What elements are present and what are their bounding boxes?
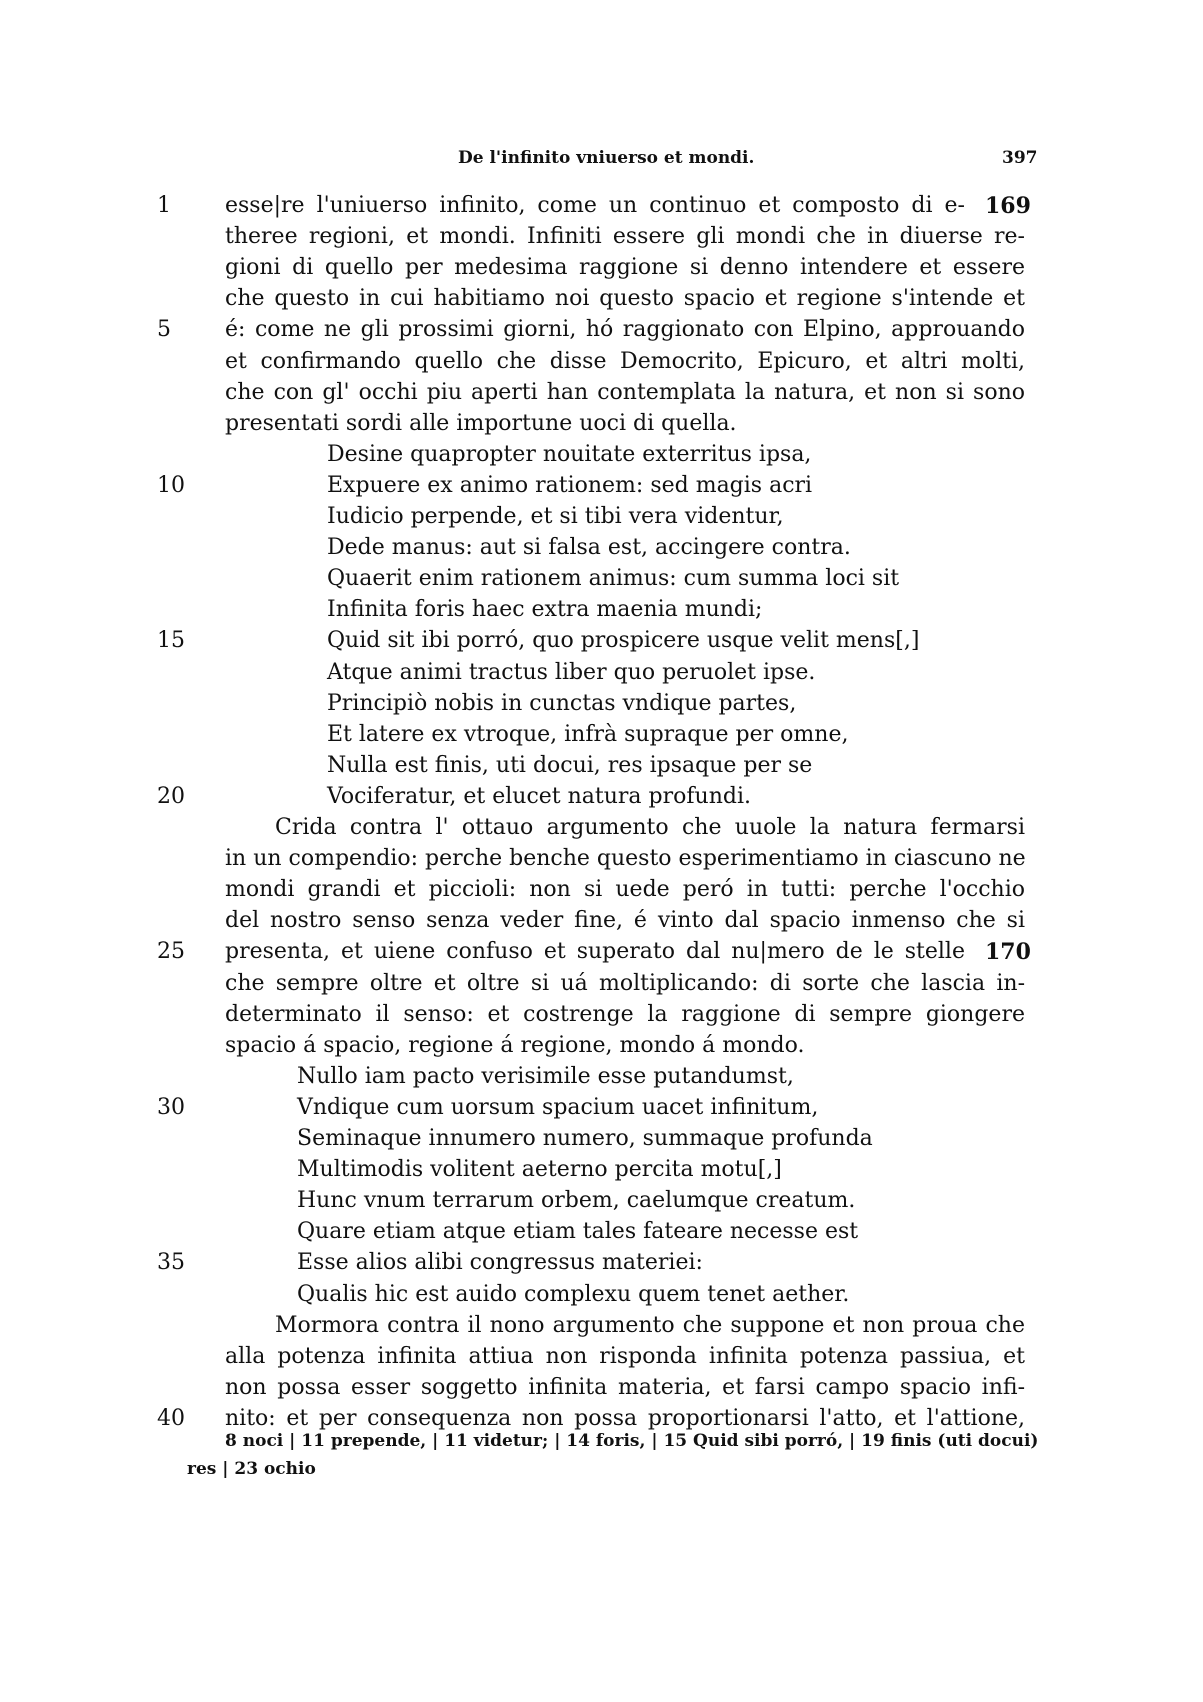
line-text: spacio á spacio, regione á regione, mondo á mondo. — [225, 1033, 805, 1058]
line-text: theree regioni, et mondi. Infiniti essere gli mondi che in diuerse re- — [225, 224, 1025, 249]
text-line — [0, 874, 1203, 906]
line-text: del nostro senso senza veder fine, é vinto dal spacio inmenso che si — [225, 908, 1025, 933]
text-line — [0, 750, 1203, 782]
line-text: Qualis hic est auido complexu quem tenet aether. — [297, 1282, 850, 1307]
line-text: Infinita foris haec extra maenia mundi; — [327, 597, 763, 622]
text-line — [0, 252, 1203, 284]
text-line — [0, 812, 1203, 844]
line-text: Esse alios alibi congressus materiei: — [297, 1250, 703, 1275]
text-line — [0, 563, 1203, 595]
text-line — [0, 1123, 1203, 1155]
text-line — [0, 905, 1203, 937]
line-text: Desine quapropter nouitate exterritus ipsa, — [327, 442, 812, 467]
line-text: Quid sit ibi porró, quo prospicere usque velit mens[,] — [327, 628, 920, 653]
line-text: Atque animi tractus liber quo peruolet ipse. — [327, 660, 816, 685]
line-text: Iudicio perpende, et si tibi vera videntur, — [327, 504, 784, 529]
page-number: 397 — [1002, 148, 1038, 168]
text-line — [0, 283, 1203, 315]
text-line — [0, 625, 1203, 657]
line-text: Nullo iam pacto verisimile esse putandumst, — [297, 1064, 794, 1089]
line-number: 15 — [157, 628, 185, 653]
line-text: presenta, et uiene confuso et superato dal nu|mero de le stelle — [225, 939, 965, 964]
text-line — [0, 1154, 1203, 1186]
text-line — [0, 936, 1203, 968]
line-text: gioni di quello per medesima raggione si denno intendere et essere — [225, 255, 1025, 280]
line-text: Principiò nobis in cunctas vndique partes, — [327, 691, 797, 716]
margin-page-reference: 170 — [985, 939, 1031, 965]
line-text: in un compendio: perche benche questo esperimentiamo in ciascuno ne — [225, 846, 1026, 871]
line-number: 40 — [157, 1406, 185, 1431]
line-text: Et latere ex vtroque, infrà supraque per omne, — [327, 722, 849, 747]
text-line — [0, 1279, 1203, 1311]
line-text: presentati sordi alle importune uoci di quella. — [225, 411, 737, 436]
text-line — [0, 501, 1203, 533]
line-text: che con gl' occhi piu aperti han contemplata la natura, et non si sono — [225, 380, 1025, 405]
text-line — [0, 532, 1203, 564]
line-number: 20 — [157, 784, 185, 809]
text-line — [0, 999, 1203, 1031]
footnote-line: 8 noci | 11 prepende, | 11 videtur; | 14 foris, | 15 Quid sibi porró, | 19 finis (uti docui) — [225, 1431, 1039, 1451]
line-number: 1 — [157, 193, 171, 218]
margin-page-reference: 169 — [985, 193, 1031, 219]
text-line — [0, 657, 1203, 689]
text-line — [0, 1185, 1203, 1217]
line-number: 5 — [157, 317, 171, 342]
line-text: mondi grandi et piccioli: non si uede peró in tutti: perche l'occhio — [225, 877, 1025, 902]
text-line — [0, 1310, 1203, 1342]
text-line — [0, 1092, 1203, 1124]
line-text: Quare etiam atque etiam tales fateare necesse est — [297, 1219, 859, 1244]
running-header — [0, 148, 1203, 178]
line-number: 25 — [157, 939, 185, 964]
line-text: alla potenza infinita attiua non risponda infinita potenza passiua, et — [225, 1344, 1025, 1369]
line-text: é: come ne gli prossimi giorni, hó raggionato con Elpino, approuando — [225, 317, 1025, 342]
text-line — [0, 1061, 1203, 1093]
text-line — [0, 968, 1203, 1000]
line-text: Vndique cum uorsum spacium uacet infinitum, — [297, 1095, 819, 1120]
line-number: 30 — [157, 1095, 185, 1120]
footnote-line: res | 23 ochio — [187, 1459, 316, 1479]
line-text: Hunc vnum terrarum orbem, caelumque creatum. — [297, 1188, 856, 1213]
line-text: Multimodis volitent aeterno percita motu[,] — [297, 1157, 782, 1182]
line-text: Mormora contra il nono argumento che suppone et non proua che — [275, 1313, 1025, 1338]
text-line — [0, 439, 1203, 471]
line-text: non possa esser soggetto infinita materia, et farsi campo spacio infi- — [225, 1375, 1025, 1400]
text-line — [0, 688, 1203, 720]
text-line — [0, 594, 1203, 626]
text-line — [0, 719, 1203, 751]
text-line — [0, 843, 1203, 875]
text-line — [0, 190, 1203, 222]
line-text: nito: et per consequenza non possa proportionarsi l'atto, et l'attione, — [225, 1406, 1025, 1431]
text-line — [0, 470, 1203, 502]
text-line — [0, 377, 1203, 409]
line-text: Nulla est finis, uti docui, res ipsaque per se — [327, 753, 813, 778]
text-line — [0, 1030, 1203, 1062]
text-line — [0, 408, 1203, 440]
line-text: Seminaque innumero numero, summaque profunda — [297, 1126, 873, 1151]
line-text: esse|re l'uniuerso infinito, come un continuo et composto di e- — [225, 193, 965, 218]
text-line — [0, 1216, 1203, 1248]
line-text: et confirmando quello che disse Democrito, Epicuro, et altri molti, — [225, 349, 1025, 374]
line-text: Crida contra l' ottauo argumento che uuole la natura fermarsi — [275, 815, 1025, 840]
text-line — [0, 1372, 1203, 1404]
running-title: De l'infinito vniuerso et mondi. — [458, 148, 755, 168]
line-text: Vociferatur, et elucet natura profundi. — [327, 784, 751, 809]
line-number: 35 — [157, 1250, 185, 1275]
text-line — [0, 781, 1203, 813]
text-line — [0, 346, 1203, 378]
text-line — [0, 1247, 1203, 1279]
line-text: determinato il senso: et costrenge la raggione di sempre giongere — [225, 1002, 1025, 1027]
text-line — [0, 221, 1203, 253]
line-text: Quaerit enim rationem animus: cum summa loci sit — [327, 566, 900, 591]
line-text: Dede manus: aut si falsa est, accingere contra. — [327, 535, 851, 560]
text-line — [0, 1341, 1203, 1373]
line-text: che questo in cui habitiamo noi questo spacio et regione s'intende et — [225, 286, 1025, 311]
text-line — [0, 314, 1203, 346]
line-text: che sempre oltre et oltre si uá moltiplicando: di sorte che lascia in- — [225, 971, 1025, 996]
line-number: 10 — [157, 473, 185, 498]
line-text: Expuere ex animo rationem: sed magis acri — [327, 473, 813, 498]
